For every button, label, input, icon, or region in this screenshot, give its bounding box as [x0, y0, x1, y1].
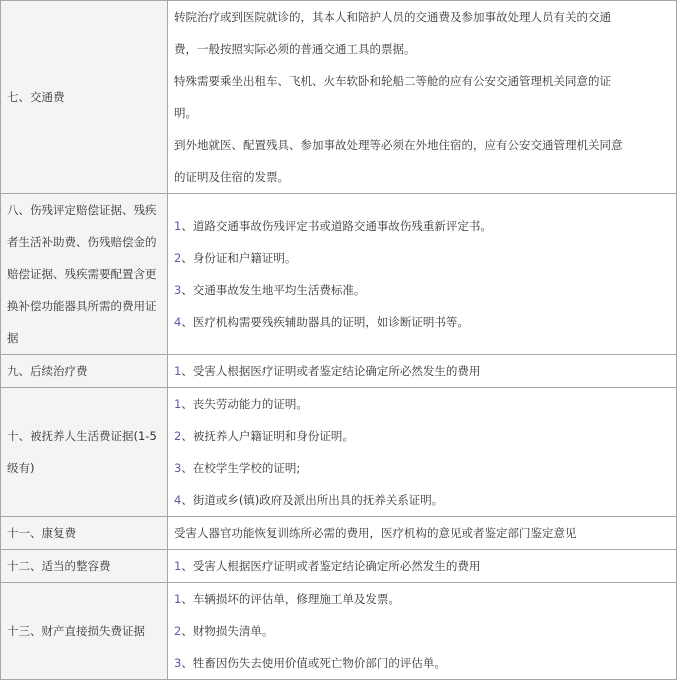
- item-number: 3: [174, 283, 182, 297]
- row-label: 十一、康复费: [1, 517, 168, 550]
- row-label: 九、后续治疗费: [1, 355, 168, 388]
- row-content: [168, 550, 677, 583]
- content-line: 到外地就医、配置残具、参加事故处理等必须在外地住宿的，应有公安交通管理机关同意: [174, 138, 623, 152]
- item-number: 3: [174, 461, 182, 475]
- item-text: 、在校学生学校的证明;: [181, 461, 301, 475]
- item-number: 1: [174, 592, 182, 606]
- content-line: [174, 355, 670, 387]
- item-text: 、车辆损坏的评估单，修理施工单及发票。: [181, 592, 400, 606]
- item-text: 、街道或乡(镇)政府及派出所出具的抚养关系证明。: [181, 493, 444, 507]
- item-text: 、身份证和户籍证明。: [181, 251, 297, 265]
- table-row: [1, 517, 677, 550]
- item-text: 、被抚养人户籍证明和身份证明。: [181, 429, 354, 443]
- content-line: 特殊需要乘坐出租车、飞机、火车软卧和轮船二等舱的应有公安交通管理机关同意的证: [174, 74, 611, 88]
- item-number: 1: [174, 559, 182, 573]
- content-line: [174, 452, 670, 484]
- table-row: [1, 355, 677, 388]
- content-line: [174, 242, 670, 274]
- item-number: 2: [174, 429, 182, 443]
- table-row: [1, 194, 677, 355]
- content-line: [174, 210, 670, 242]
- item-number: 1: [174, 397, 182, 411]
- content-line: [174, 484, 670, 516]
- item-number: 2: [174, 624, 182, 638]
- content-line: [174, 550, 670, 582]
- item-number: 1: [174, 219, 182, 233]
- item-text: 、交通事故发生地平均生活费标准。: [181, 283, 366, 297]
- row-label: 十三、财产直接损失费证据: [1, 583, 168, 680]
- table-row: [1, 550, 677, 583]
- row-label: 十二、适当的整容费: [1, 550, 168, 583]
- row-content: [168, 517, 677, 550]
- table-row: [1, 583, 677, 680]
- row-content: [168, 583, 677, 680]
- row-content: [168, 194, 677, 355]
- row-content: [168, 1, 677, 194]
- row-label: 七、交通费: [1, 1, 168, 194]
- content-line: 转院治疗或到医院就诊的，其本人和陪护人员的交通费及参加事故处理人员有关的交通: [174, 10, 611, 24]
- content-line: 费，一般按照实际必须的普通交通工具的票据。: [174, 42, 416, 56]
- content-line: [174, 615, 670, 647]
- item-text: 、牲畜因伤失去使用价值或死亡物价部门的评估单。: [181, 656, 446, 670]
- item-text: 、受害人根据医疗证明或者鉴定结论确定所必然发生的费用: [181, 364, 481, 378]
- row-content: [168, 388, 677, 517]
- content-line: 受害人器官功能恢复训练所必需的费用，医疗机构的意见或者鉴定部门鉴定意见: [174, 526, 577, 540]
- row-content: [168, 355, 677, 388]
- item-text: 、受害人根据医疗证明或者鉴定结论确定所必然发生的费用: [181, 559, 481, 573]
- content-line: 明。: [174, 106, 197, 120]
- content-line: [174, 274, 670, 306]
- item-number: 2: [174, 251, 182, 265]
- row-label: 十、被抚养人生活费证据(1-5级有): [1, 388, 168, 517]
- item-text: 、道路交通事故伤残评定书或道路交通事故伤残重新评定书。: [181, 219, 492, 233]
- item-number: 4: [174, 315, 182, 329]
- content-line: [174, 388, 670, 420]
- row-label: 八、伤残评定赔偿证据、残疾者生活补助费、伤残赔偿金的赔偿证据、残疾需要配置含更换补偿功能器具所需的费用证据: [1, 194, 168, 355]
- content-line: [174, 306, 670, 338]
- item-text: 、丧失劳动能力的证明。: [181, 397, 308, 411]
- content-line: [174, 420, 670, 452]
- content-line: 的证明及住宿的发票。: [174, 170, 289, 184]
- item-text: 、财物损失清单。: [181, 624, 274, 638]
- table-row: [1, 388, 677, 517]
- item-number: 1: [174, 364, 182, 378]
- content-line: [174, 647, 670, 679]
- item-number: 3: [174, 656, 182, 670]
- content-line: [174, 583, 670, 615]
- item-text: 、医疗机构需要残疾辅助器具的证明，如诊断证明书等。: [181, 315, 469, 329]
- item-number: 4: [174, 493, 182, 507]
- table-row: [1, 1, 677, 194]
